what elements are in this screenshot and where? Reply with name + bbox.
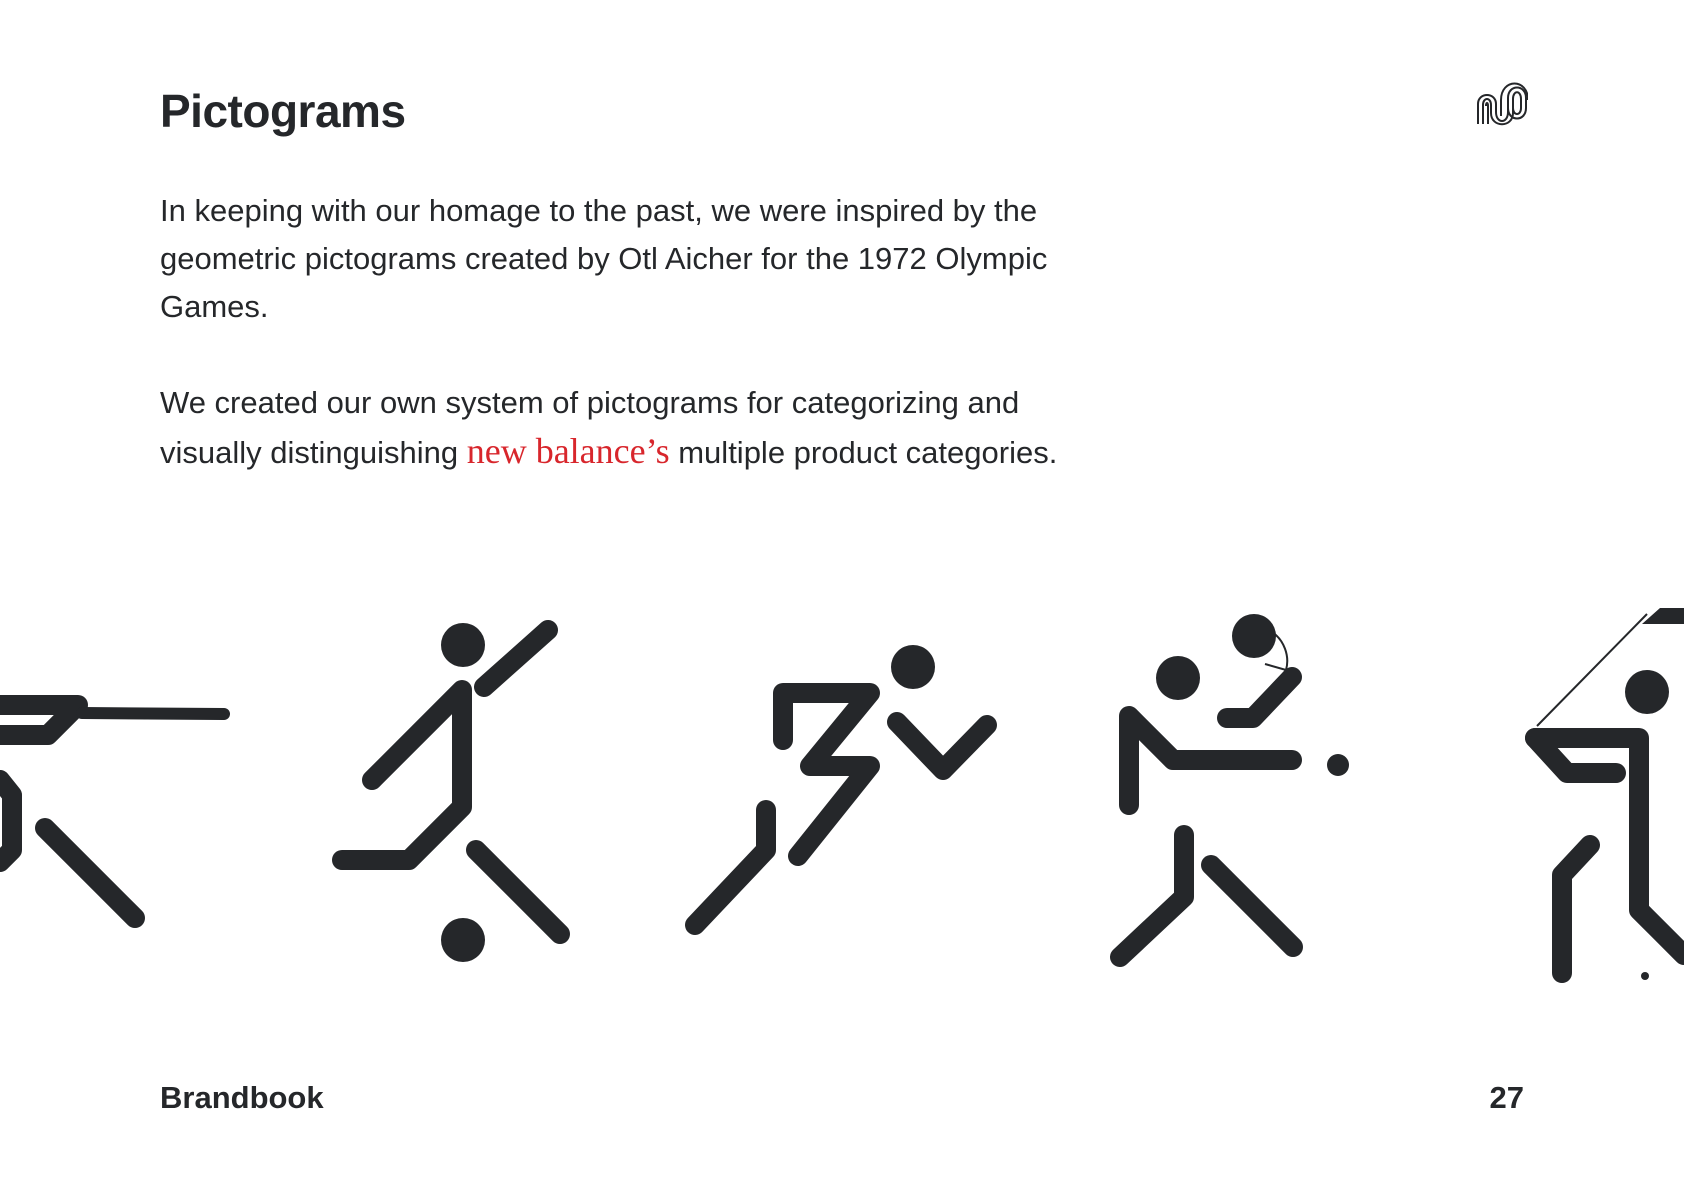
footer-label: Brandbook	[160, 1080, 324, 1115]
paragraph-text-end: multiple product categories.	[669, 435, 1058, 470]
page-title: Pictograms	[160, 85, 406, 137]
tennis-pictogram-icon	[1120, 643, 1293, 957]
running-pictogram-icon	[695, 693, 987, 925]
system-paragraph	[160, 379, 1060, 477]
soccer-pictogram-icon	[342, 630, 560, 934]
brand-logo-icon	[1474, 78, 1528, 132]
pictogram-strip	[0, 590, 1684, 1000]
brand-name-wordmark: new balance’s	[466, 431, 670, 471]
golf-pictogram-icon	[1535, 738, 1684, 973]
intro-paragraph: In keeping with our homage to the past, we were inspired by the geometric pictograms created by Otl Aicher for the 1972 Olympic Games.	[160, 193, 1048, 324]
paragraph-text-start: We created our own system of pictograms for categorizing and visually distinguishing	[160, 385, 1020, 470]
page-number: 27	[1489, 1080, 1524, 1115]
baseball-pictogram-icon	[0, 705, 224, 918]
